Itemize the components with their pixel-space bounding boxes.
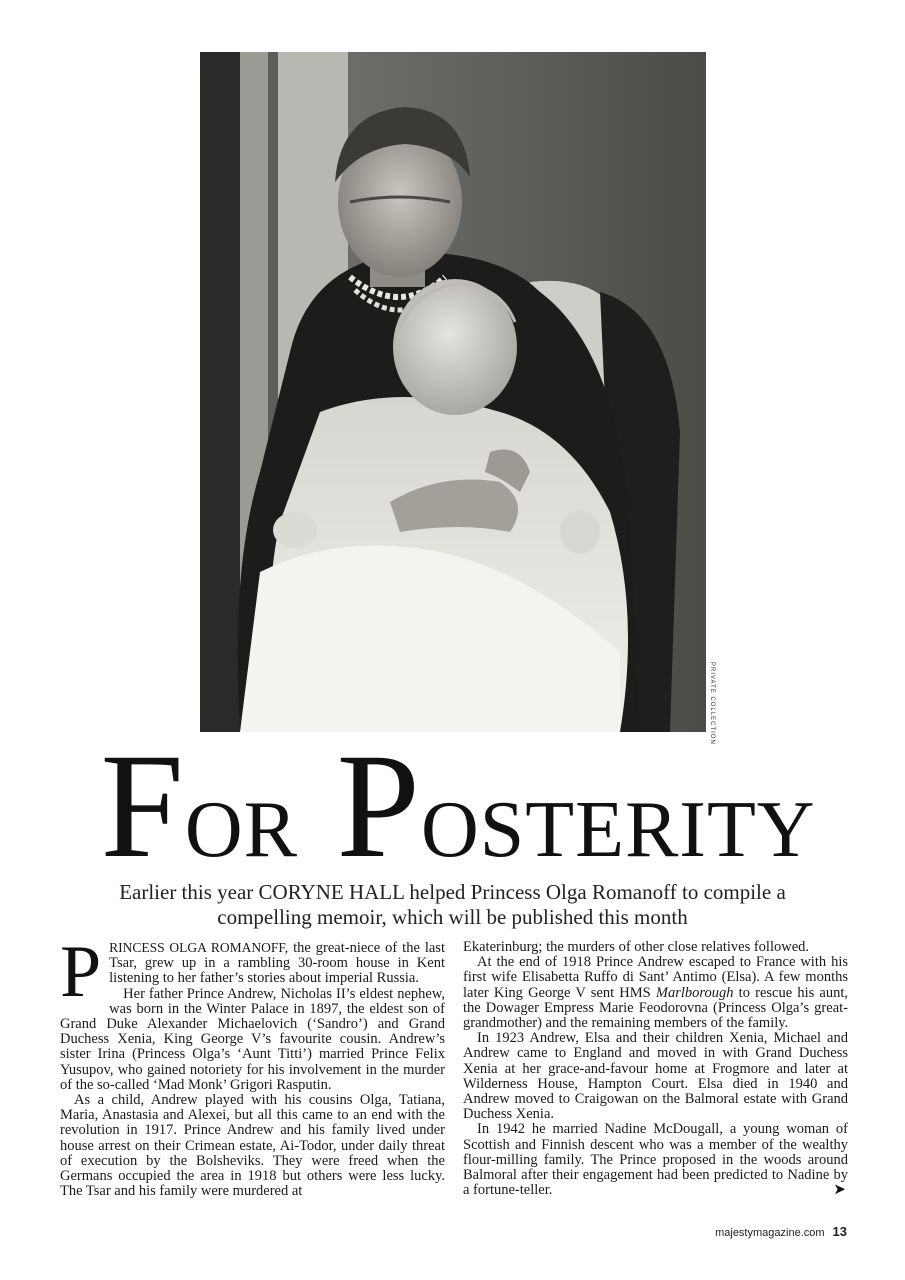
paragraph-5-text-a: At the end of 1918 Prince Andrew escaped to France with his first wife Elisabetta Ruffo di Sant’ Antimo (Elsa). A few months later King George V sent HMS bbox=[463, 954, 848, 1001]
headline-word-2-rest: osterity bbox=[420, 754, 816, 881]
continue-arrow-icon: ➤ bbox=[833, 1182, 846, 1199]
headline-word-1-rest: or bbox=[184, 754, 298, 881]
article-paragraph-2: Her father Prince Andrew, Nicholas II’s eldest nephew, was born in the Winter Palace in 1897, the eldest son of Grand Duke Alexander Michaelovich (‘Sandro’) and Grand Duchess Xenia, King George V’s favourite cousin. Andrew’s sister Irina (Princess Olga’s ‘Aunt Titti’) married Prince Felix Yusupov, who gained notoriety for his involvement in the murder of the so-called ‘Mad Monk’ Grigori Rasputin. bbox=[60, 985, 445, 1093]
page-footer bbox=[715, 1224, 847, 1239]
article-column-left bbox=[60, 931, 445, 1200]
headline-word-2 bbox=[336, 723, 816, 889]
paragraph-1-text: the great-niece of the last Tsar, grew up in a rambling 30-room house in Kent listening to her father’s stories about imperial Russia. bbox=[109, 940, 445, 987]
drop-cap: P bbox=[60, 931, 102, 1013]
paragraph-7-text: In 1942 he married Nadine McDougall, a young woman of Scottish and Finnish descent who was a member of the wealthy flour-milling family. The Prince proposed in the woods around Balmoral after their engagement had been predicted to Nadine by a fortune-teller. bbox=[463, 1121, 848, 1199]
headline-word-1 bbox=[100, 723, 298, 889]
headline-word-2-initial: P bbox=[336, 723, 421, 889]
article-paragraph-5 bbox=[463, 955, 848, 1031]
article-paragraph-7 bbox=[463, 1122, 848, 1198]
lead-in-caps: RINCESS OLGA ROMANOFF, bbox=[109, 940, 289, 955]
article-column-right bbox=[463, 940, 848, 1198]
photo-credit bbox=[706, 662, 718, 745]
article-paragraph-6: In 1923 Andrew, Elsa and their children Xenia, Michael and Andrew came to England and moved in with Grand Duchess Xenia at her grace-and-favour home at Frogmore and later at Wilderness House, Hampton Court. Elsa died in 1940 and Andrew moved to Craigowan on the Balmoral estate with Grand Duchess Xenia. bbox=[463, 1030, 848, 1123]
standfirst-line-1: Earlier this year CORYNE HALL helped Princess Olga Romanoff to compile a bbox=[119, 880, 786, 904]
footer-website: majestymagazine.com bbox=[715, 1227, 825, 1239]
page-number: 13 bbox=[832, 1224, 847, 1239]
standfirst bbox=[60, 880, 845, 930]
headline-word-1-initial: F bbox=[100, 723, 185, 889]
photo-credit-text: PRIVATE COLLECTION bbox=[709, 662, 715, 745]
article-paragraph-4: Ekaterinburg; the murders of other close relatives followed. bbox=[463, 939, 810, 955]
article-paragraph-3: As a child, Andrew played with his cousins Olga, Tatiana, Maria, Anastasia and Alexei, but all this came to an end with the revolution in 1917. Prince Andrew and his family lived under house arrest on their Crimean estate, Ai-Todor, under daily threat of execution by the Bolsheviks. They were freed when the Germans occupied the area in 1918 but others were less lucky. The Tsar and his family were murdered at bbox=[60, 1092, 445, 1200]
portrait-photograph-icon bbox=[200, 52, 706, 732]
photo-olga-and-baby bbox=[200, 52, 706, 732]
paragraph-5-text-b: to rescue his aunt, the Dowager Empress Marie Feodorovna (Princess Olga’s great-grandmother) and the remaining members of the family. bbox=[463, 984, 848, 1032]
ship-name: Marlborough bbox=[655, 984, 734, 1001]
standfirst-line-2: compelling memoir, which will be published this month bbox=[217, 905, 688, 929]
article-paragraph-1 bbox=[60, 931, 445, 1013]
headline bbox=[58, 723, 858, 889]
